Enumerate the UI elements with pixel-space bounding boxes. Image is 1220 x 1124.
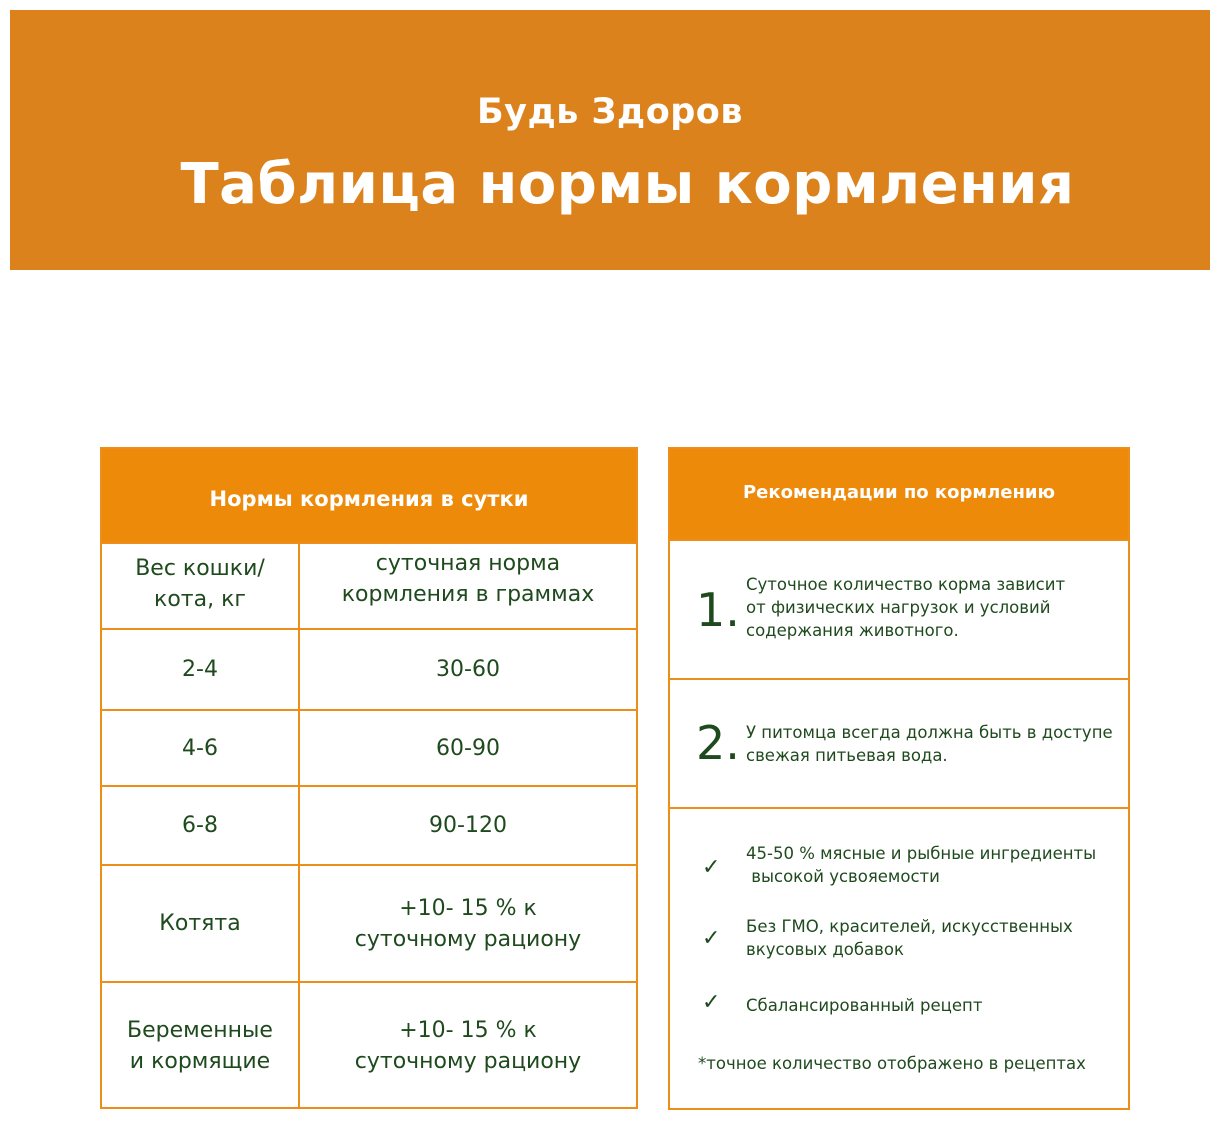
check-icon: ✓ bbox=[702, 926, 721, 951]
recommendation-item bbox=[670, 678, 1128, 807]
column-header-norm: суточная норма кормления в граммах bbox=[341, 551, 595, 607]
recommendation-text: Суточное количество корма зависит от физических нагрузок и условий содержания животного. bbox=[746, 575, 1066, 640]
check-icon: ✓ bbox=[702, 855, 721, 880]
recommendation-number: 2. bbox=[696, 716, 740, 770]
table-header-row bbox=[102, 542, 636, 628]
feeding-table-title: Нормы кормления в сутки bbox=[102, 449, 636, 544]
checklist-section bbox=[670, 807, 1128, 1110]
table-row bbox=[102, 981, 636, 1109]
weight-cell: 4-6 bbox=[102, 711, 300, 785]
header-banner bbox=[10, 10, 1210, 270]
check-icon: ✓ bbox=[702, 990, 721, 1015]
weight-cell: Котята bbox=[102, 866, 300, 981]
footnote: *точное количество отображено в рецептах bbox=[698, 1054, 1086, 1073]
table-row bbox=[102, 864, 636, 981]
checklist-item: 45-50 % мясные и рыбные ингредиенты высокой усвояемости bbox=[746, 844, 1097, 886]
column-header-weight: Вес кошки/ кота, кг bbox=[102, 544, 300, 628]
feeding-norms-table bbox=[100, 447, 638, 1109]
table-row bbox=[102, 709, 636, 785]
table-row bbox=[102, 785, 636, 864]
weight-cell: 2-4 bbox=[102, 630, 300, 709]
table-row bbox=[102, 628, 636, 709]
page-title: Таблица нормы кормления bbox=[180, 152, 1075, 217]
recommendation-number: 1. bbox=[696, 583, 740, 637]
weight-cell: Беременные и кормящие bbox=[102, 983, 300, 1109]
norm-cell: 90-120 bbox=[429, 813, 507, 838]
recommendation-text: У питомца всегда должна быть в доступе свежая питьевая вода. bbox=[746, 723, 1113, 765]
checklist-item: Сбалансированный рецепт bbox=[746, 996, 983, 1015]
brand-name: Будь Здоров bbox=[476, 92, 743, 132]
norm-cell: +10- 15 % к суточному рациону bbox=[354, 895, 582, 952]
recommendations-title: Рекомендации по кормлению bbox=[670, 449, 1128, 539]
weight-cell: 6-8 bbox=[102, 787, 300, 864]
recommendations-panel bbox=[668, 447, 1130, 1110]
norm-cell: 60-90 bbox=[436, 735, 500, 761]
norm-cell: 30-60 bbox=[436, 657, 500, 682]
norm-cell: +10- 15 % к суточному рациону bbox=[354, 1018, 582, 1074]
checklist-item: Без ГМО, красителей, искусственных вкусовых добавок bbox=[746, 917, 1073, 959]
recommendation-item bbox=[670, 539, 1128, 678]
